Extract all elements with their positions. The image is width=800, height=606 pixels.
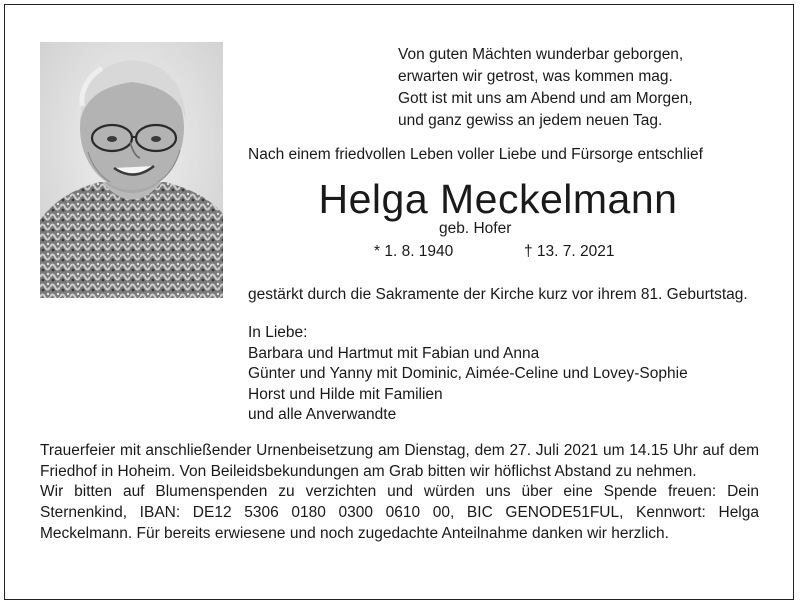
death-date: † 13. 7. 2021 [524,243,615,260]
mourners-line: In Liebe: [248,324,308,341]
funeral-paragraph: Trauerfeier mit anschließender Urnenbeisetzung am Dienstag, dem 27. Juli 2021 um 14.15 Uhr auf dem Friedhof in Hoheim. Von Beileidsbekundungen am Grab bitten wir höflichst Abstand zu nehmen. [40,442,759,480]
mourners-line: und alle Anverwandte [248,406,397,423]
sacraments-line: gestärkt durch die Sakramente der Kirche kurz vor ihrem 81. Geburtstag. [248,286,748,303]
portrait-photo [40,42,223,298]
poem-line: Von guten Mächten wunderbar geborgen, [398,46,684,63]
funeral-notice [40,441,759,545]
intro-line: Nach einem friedvollen Leben voller Liebe und Fürsorge entschlief [248,146,703,163]
poem-line: und ganz gewiss an jedem neuen Tag. [398,112,663,129]
mourners-list [248,323,688,426]
poem-line: Gott ist mit uns am Abend und am Morgen, [398,90,693,107]
donation-paragraph: Wir bitten auf Blumenspenden zu verzichten und würden uns über eine Spende freuen: Dein Sternenkind, IBAN: DE12 5306 0180 0300 0610 00, BIC GENODE51FUL, Kennwort: Helga Meckelmann. Für bereits erwiesene und noch zugedachte Anteilnahme danken wir herzlich. [40,483,759,542]
poem-line: erwarten wir getrost, was kommen mag. [398,68,673,85]
poem [398,44,693,132]
portrait-image [40,42,223,298]
mourners-line: Günter und Yanny mit Dominic, Aimée-Celine und Lovey-Sophie [248,365,688,382]
deceased-name: Helga Meckelmann [318,176,678,222]
mourners-line: Horst und Hilde mit Familien [248,385,443,403]
birth-date: * 1. 8. 1940 [374,243,454,260]
mourners-line: Barbara und Hartmut mit Fabian und Anna [248,344,540,362]
maiden-name: geb. Hofer [439,220,512,237]
